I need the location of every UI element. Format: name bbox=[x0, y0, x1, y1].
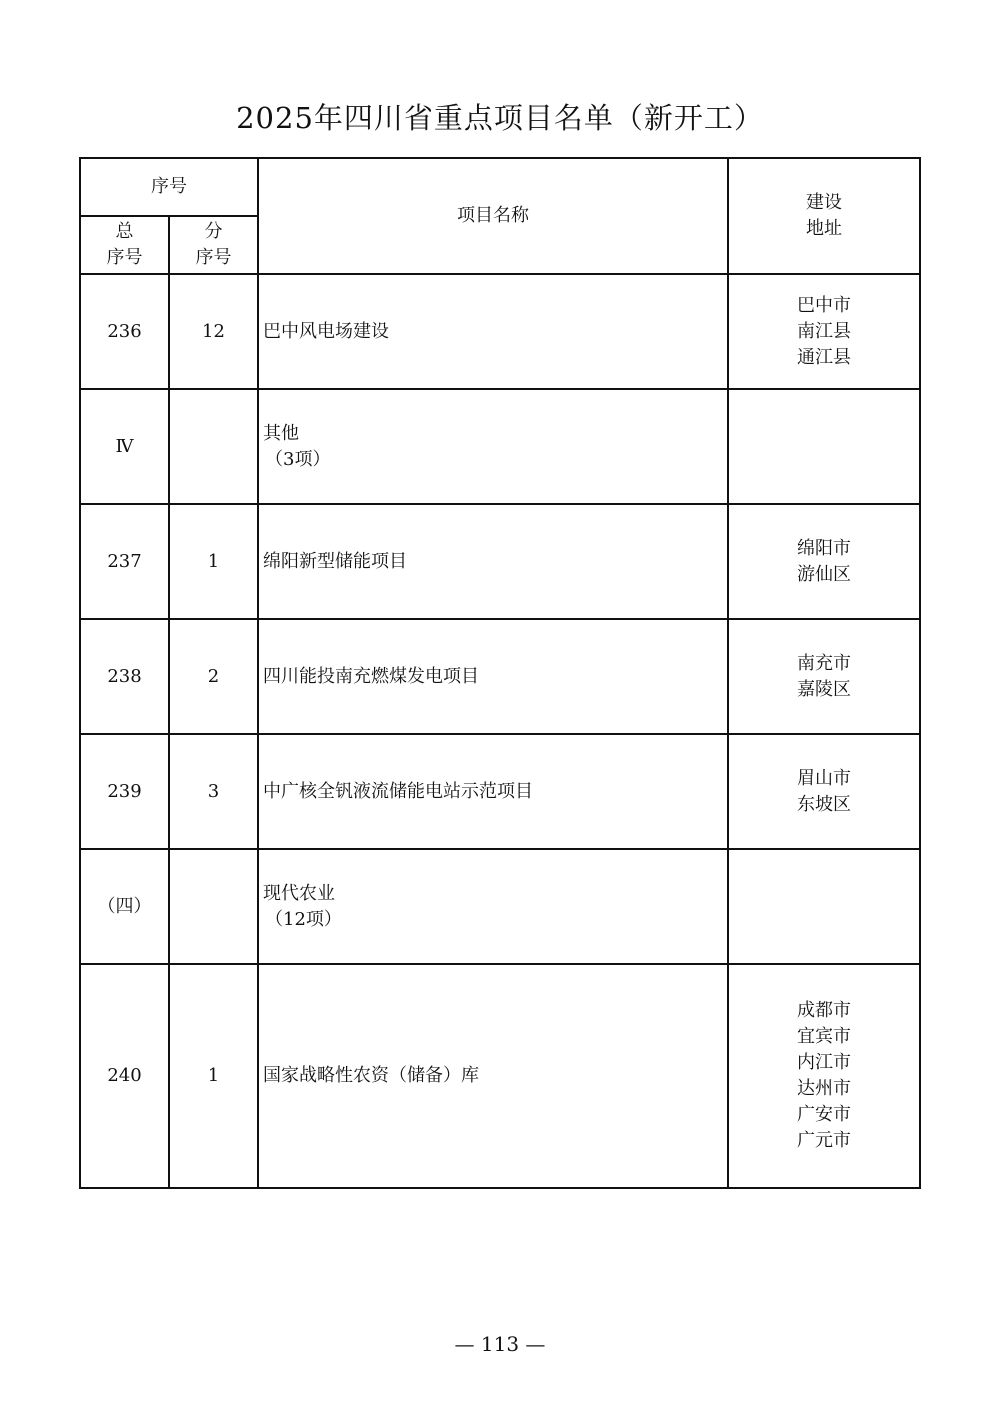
sub-serial-cell: 12 bbox=[169, 274, 258, 389]
total-serial-header-line: 总 bbox=[115, 221, 134, 242]
project-name: 中广核全钒液流储能电站示范项目 bbox=[263, 780, 533, 802]
table-header-row bbox=[80, 158, 920, 216]
location-header-line: 地址 bbox=[806, 218, 842, 239]
page-number: — 113 — bbox=[454, 1332, 546, 1356]
location-cell bbox=[728, 274, 920, 389]
project-name-cell bbox=[258, 964, 728, 1188]
table-row bbox=[80, 389, 920, 504]
sub-serial-cell: 1 bbox=[169, 504, 258, 619]
location-cell bbox=[728, 964, 920, 1188]
sub-serial-header-line: 分 bbox=[204, 221, 223, 242]
location-cell bbox=[728, 619, 920, 734]
category-count: （3项） bbox=[265, 448, 331, 470]
sub-serial-cell bbox=[169, 849, 258, 964]
total-serial-header bbox=[80, 216, 169, 274]
table-row bbox=[80, 849, 920, 964]
table-row bbox=[80, 964, 920, 1188]
total-serial-cell: （四） bbox=[80, 849, 169, 964]
location-cell bbox=[728, 389, 920, 504]
location-cell bbox=[728, 504, 920, 619]
location-line: 绵阳市 bbox=[797, 537, 851, 559]
location-line: 东坡区 bbox=[797, 793, 851, 815]
location-line: 成都市 bbox=[797, 1000, 851, 1021]
project-name-cell bbox=[258, 734, 728, 849]
location-line: 南充市 bbox=[797, 652, 851, 674]
table-row bbox=[80, 619, 920, 734]
location-line: 嘉陵区 bbox=[797, 678, 851, 700]
sub-serial-cell: 3 bbox=[169, 734, 258, 849]
total-serial-cell: 237 bbox=[80, 504, 169, 619]
sub-serial-header bbox=[169, 216, 258, 274]
total-serial-cell: 240 bbox=[80, 964, 169, 1188]
project-table bbox=[79, 157, 921, 1189]
project-name-cell bbox=[258, 849, 728, 964]
location-line: 内江市 bbox=[797, 1052, 851, 1073]
location-line: 广元市 bbox=[797, 1130, 851, 1151]
table-row bbox=[80, 734, 920, 849]
location-header-line: 建设 bbox=[806, 192, 842, 213]
project-name: 国家战略性农资（储备）库 bbox=[263, 1065, 479, 1086]
category-name: 其他 bbox=[263, 422, 299, 444]
project-name: 绵阳新型储能项目 bbox=[263, 550, 407, 572]
location-line: 巴中市 bbox=[797, 294, 851, 316]
location-header bbox=[728, 158, 920, 274]
project-name: 四川能投南充燃煤发电项目 bbox=[263, 665, 479, 687]
location-line: 南江县 bbox=[797, 320, 851, 342]
page-title: 2025年四川省重点项目名单（新开工） bbox=[236, 101, 764, 135]
total-serial-cell: 236 bbox=[80, 274, 169, 389]
table-row bbox=[80, 504, 920, 619]
location-line: 通江县 bbox=[797, 346, 851, 368]
category-count: （12项） bbox=[265, 908, 342, 930]
location-cell bbox=[728, 734, 920, 849]
total-serial-cell: 238 bbox=[80, 619, 169, 734]
project-name-cell bbox=[258, 389, 728, 504]
serial-group-header: 序号 bbox=[80, 158, 258, 216]
total-serial-cell: Ⅳ bbox=[80, 389, 169, 504]
location-line: 达州市 bbox=[797, 1078, 851, 1099]
project-name-header: 项目名称 bbox=[258, 158, 728, 274]
location-cell bbox=[728, 849, 920, 964]
location-line: 游仙区 bbox=[797, 563, 851, 585]
location-line: 宜宾市 bbox=[797, 1026, 851, 1047]
category-name: 现代农业 bbox=[263, 882, 335, 904]
project-name-cell bbox=[258, 274, 728, 389]
location-line: 广安市 bbox=[797, 1104, 851, 1125]
project-name-cell bbox=[258, 504, 728, 619]
sub-serial-header-line: 序号 bbox=[195, 247, 232, 268]
project-name-cell bbox=[258, 619, 728, 734]
total-serial-cell: 239 bbox=[80, 734, 169, 849]
project-name: 巴中风电场建设 bbox=[263, 320, 389, 342]
table-row bbox=[80, 274, 920, 389]
sub-serial-cell bbox=[169, 389, 258, 504]
total-serial-header-line: 序号 bbox=[106, 247, 143, 268]
sub-serial-cell: 1 bbox=[169, 964, 258, 1188]
sub-serial-cell: 2 bbox=[169, 619, 258, 734]
location-line: 眉山市 bbox=[797, 767, 851, 789]
